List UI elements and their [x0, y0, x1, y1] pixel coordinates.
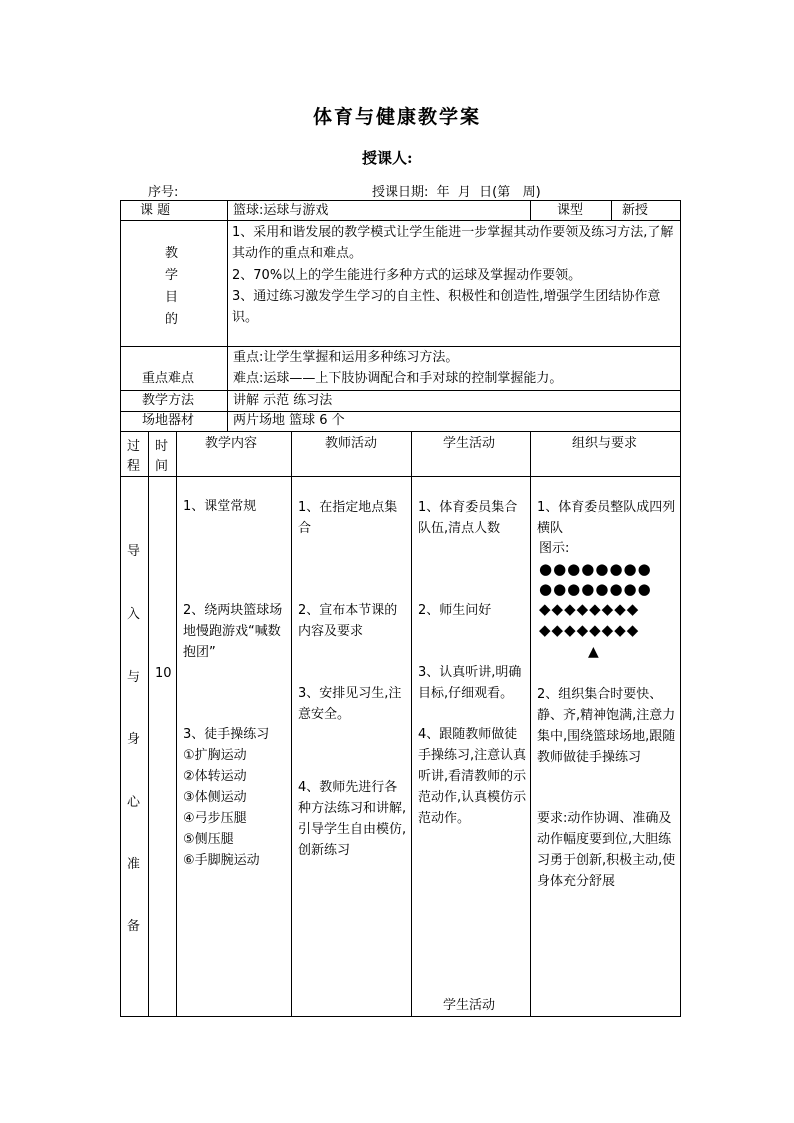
exercise-item: ⑤侧压腿	[183, 832, 234, 847]
phase-char: 与	[127, 670, 141, 685]
phase-char: 备	[127, 919, 141, 934]
exercise-item: ③体侧运动	[183, 790, 247, 805]
time-value: 10	[155, 666, 172, 681]
equipment-label: 场地器材	[142, 413, 195, 428]
header-time: 间	[155, 459, 169, 474]
formation-row: ◆◆◆◆◆◆◆◆	[539, 621, 640, 639]
student-activity: 3、认真听讲,明确目标,仔细观看。	[418, 665, 522, 701]
teacher-label: 授课人:	[362, 149, 413, 167]
organization-requirement: 要求:动作协调、准确及动作幅度要到位,大胆练习勇于创新,积极主动,使身体充分舒展	[537, 811, 676, 889]
phase-char: 准	[127, 857, 141, 872]
content-item: 2、绕两块篮球场地慢跑游戏“喊数抱团”	[183, 603, 283, 660]
header-teacher: 教师活动	[325, 436, 378, 451]
topic-value: 篮球:运球与游戏	[233, 203, 329, 218]
topic-label: 课 题	[140, 203, 171, 218]
formation-row: ●●●●●●●●	[539, 560, 652, 578]
organization-item: 2、组织集合时要快、静、齐,精神饱满,注意力集中,围绕篮球场地,跟随教师做徒手操练习	[537, 687, 676, 765]
student-activity: 2、师生问好	[418, 603, 492, 618]
objectives-label-char: 教	[165, 246, 179, 261]
teacher-activity: 3、安排见习生,注意安全。	[298, 686, 402, 722]
exercise-item: ①扩胸运动	[183, 748, 247, 763]
phase-char: 身	[127, 732, 141, 747]
sequence-label: 序号:	[148, 185, 179, 200]
phase-char: 入	[127, 607, 141, 622]
header-content: 教学内容	[205, 436, 258, 451]
objectives-label-char: 目	[165, 290, 179, 305]
objective-1: 1、采用和谐发展的教学模式让学生能进一步掌握其动作要领及练习方法,了解其动作的重点和难点。	[232, 225, 674, 261]
formation-row: ◆◆◆◆◆◆◆◆	[539, 600, 640, 618]
header-student: 学生活动	[443, 436, 496, 451]
teacher-activity: 4、教师先进行各种方法练习和讲解,引导学生自由模仿,创新练习	[298, 780, 407, 858]
organization-item: 1、体育委员整队成四列横队	[537, 500, 676, 536]
header-organization: 组织与要求	[572, 436, 638, 451]
teacher-activity: 2、宣布本节课的内容及要求	[298, 603, 398, 639]
header-process: 过	[127, 439, 141, 454]
exercise-item: ⑥手脚腕运动	[183, 853, 260, 868]
diagram-label: 图示:	[539, 541, 570, 556]
objective-2: 2、70%以上的学生能进行多种方式的运球及掌握动作要领。	[232, 268, 582, 283]
equipment-value: 两片场地 篮球 6 个	[233, 413, 345, 428]
objective-3: 3、通过练习激发学生学习的自主性、积极性和创造性,增强学生团结协作意识。	[232, 289, 661, 325]
phase-char: 心	[127, 795, 141, 810]
key-points-label: 重点难点	[142, 371, 195, 386]
exercise-item: ④弓步压腿	[183, 811, 247, 826]
header-time: 时	[155, 439, 169, 454]
header-process: 程	[127, 459, 141, 474]
phase-char: 导	[127, 544, 141, 559]
difficulty-point: 难点:运球——上下肢协调配合和手对球的控制掌握能力。	[233, 371, 563, 386]
content-item: 1、课堂常规	[183, 499, 257, 514]
teacher-position-marker: ▲	[588, 644, 599, 660]
formation-row: ●●●●●●●●	[539, 580, 652, 598]
page-title: 体育与健康教学案	[312, 106, 481, 128]
lesson-type-label: 课型	[557, 203, 584, 218]
content-item: 3、徒手操练习	[183, 727, 270, 742]
objectives-label-char: 学	[165, 268, 179, 283]
method-label: 教学方法	[142, 393, 195, 408]
lesson-type-value: 新授	[622, 203, 649, 218]
key-point: 重点:让学生掌握和运用多种练习方法。	[233, 350, 459, 365]
objectives-label-char: 的	[165, 312, 179, 327]
date-label: 授课日期: 年 月 日(第 周)	[372, 185, 541, 200]
method-value: 讲解 示范 练习法	[233, 393, 333, 408]
teacher-activity: 1、在指定地点集合	[298, 500, 398, 536]
student-activity-footer: 学生活动	[443, 998, 496, 1013]
student-activity: 1、体育委员集合队伍,清点人数	[418, 500, 518, 536]
exercise-item: ②体转运动	[183, 769, 247, 784]
student-activity: 4、跟随教师做徒手操练习,注意认真听讲,看清教师的示范动作,认真模仿示范动作。	[418, 727, 527, 826]
